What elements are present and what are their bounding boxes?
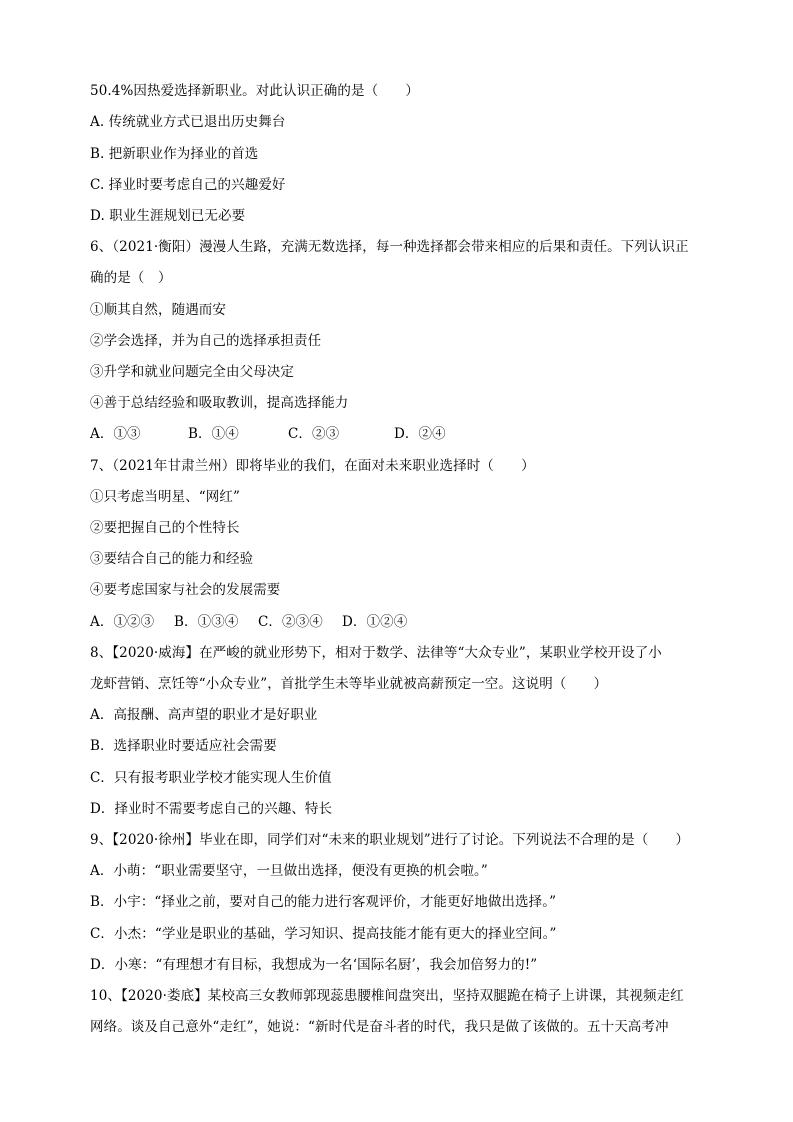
q7-options — [90, 613, 407, 631]
q8-stem-line1: 8、【2020·威海】在严峻的就业形势下，相对于数学、法律等“大众专业”，某职业学校开设了小 — [90, 645, 662, 661]
q9-option-b: B．小宇：“择业之前，要对自己的能力进行客观评价，才能更好地做出选择。” — [90, 894, 557, 910]
q8-option-a: A．高报酬、高声望的职业才是好职业 — [90, 707, 318, 723]
q6-option-d: D．②④ — [394, 426, 446, 442]
q7-option-c: C．②③④ — [258, 614, 323, 630]
q7-statement-4: ④要考虑国家与社会的发展需要 — [90, 582, 281, 598]
q7-option-a: A．①②③ — [90, 614, 155, 630]
q6-statement-3: ③升学和就业问题完全由父母决定 — [90, 364, 294, 380]
q7-statement-1: ①只考虑当明星、“网红” — [90, 489, 241, 505]
q5-option-b: B. 把新职业作为择业的首选 — [90, 146, 259, 162]
q6-option-a: A．①③ — [90, 426, 141, 442]
q7-option-d: D．①②④ — [342, 614, 408, 630]
q8-option-d: D．择业时不需要考虑自己的兴趣、特长 — [90, 801, 333, 817]
q10-stem-line1: 10、【2020·娄底】某校高三女教师郭现蕊患腰椎间盘突出，坚持双腿跪在椅子上讲课，其视频走红 — [90, 988, 684, 1004]
q9-option-d: D．小寒：“有理想才有目标，我想成为一名‘国际名厨’，我会加倍努力的!” — [90, 957, 538, 973]
q6-option-b: B．①④ — [188, 426, 239, 442]
q6-options — [90, 425, 446, 443]
q7-statement-2: ②要把握自己的个性特长 — [90, 520, 240, 536]
q7-option-b: B．①③④ — [174, 614, 239, 630]
q8-option-c: C．只有报考职业学校才能实现人生价值 — [90, 770, 332, 786]
q7-statement-3: ③要结合自己的能力和经验 — [90, 551, 254, 567]
q10-stem-line2: 网络。谈及自己意外“走红”，她说：“新时代是奋斗者的时代，我只是做了该做的。五十天高考冲 — [90, 1019, 669, 1035]
q8-stem-line2: 龙虾营销、烹饪等“小众专业”，首批学生未等毕业就被高薪预定一空。这说明（ ） — [90, 676, 608, 692]
q8-option-b: B．选择职业时要适应社会需要 — [90, 738, 277, 754]
q6-stem-line2: 确的是（ ） — [90, 270, 172, 286]
q6-stem-line1: 6、（2021·衡阳）漫漫人生路，充满无数选择，每一种选择都会带来相应的后果和责任。下列认识正 — [90, 239, 689, 255]
q5-option-d: D. 职业生涯规划已无必要 — [90, 208, 246, 224]
q6-statement-4: ④善于总结经验和吸取教训，提高选择能力 — [90, 395, 349, 411]
q5-stem-tail: 50.4%因热爱选择新职业。对此认识正确的是（ ） — [90, 83, 419, 99]
q9-stem: 9、【2020·徐州】毕业在即，同学们对“未来的职业规划”进行了讨论。下列说法不合理的是（ ） — [90, 832, 690, 848]
q9-option-a: A．小萌：“职业需要坚守，一旦做出选择，便没有更换的机会啦。” — [90, 863, 488, 879]
q6-statement-2: ②学会选择，并为自己的选择承担责任 — [90, 333, 322, 349]
q6-option-c: C．②③ — [288, 426, 340, 442]
q6-statement-1: ①顺其自然，随遇而安 — [90, 302, 226, 318]
q7-stem: 7、（2021年甘肃兰州）即将毕业的我们，在面对未来职业选择时（ ） — [90, 458, 535, 474]
q5-option-a: A. 传统就业方式已退出历史舞台 — [90, 114, 286, 130]
q5-option-c: C. 择业时要考虑自己的兴趣爱好 — [90, 177, 286, 193]
q9-option-c: C．小杰：“学业是职业的基础，学习知识、提高技能才能有更大的择业空间。” — [90, 926, 557, 942]
